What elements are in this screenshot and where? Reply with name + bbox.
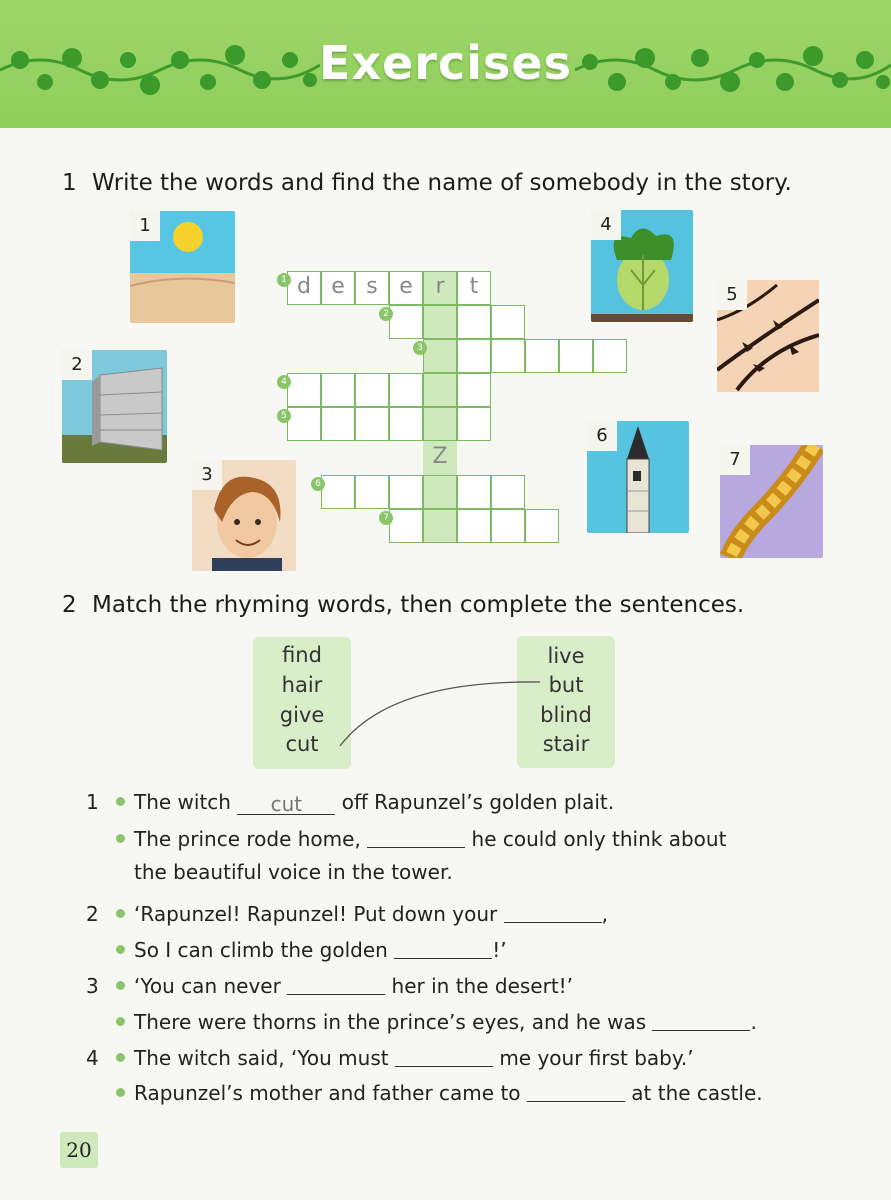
clue-number: 7: [379, 511, 393, 525]
left-word[interactable]: find: [282, 643, 322, 667]
crossword-cell[interactable]: [593, 339, 627, 373]
crossword-cell[interactable]: [457, 305, 491, 339]
crossword-cell[interactable]: [457, 339, 491, 373]
bullet-icon: [116, 1017, 125, 1026]
sentence-text: he could only think about: [471, 827, 727, 851]
crossword-cell[interactable]: [491, 475, 525, 509]
crossword-cell[interactable]: [321, 407, 355, 441]
match-line: [330, 670, 550, 760]
clue-number: 1: [277, 273, 291, 287]
sentence-line: [86, 860, 453, 884]
right-word[interactable]: live: [547, 644, 585, 668]
sentence-line: [86, 1008, 757, 1034]
sentence-text: The prince rode home,: [134, 827, 361, 851]
picture-5: [717, 280, 819, 392]
bullet-icon: [116, 1053, 125, 1062]
sentence-text: .: [750, 1010, 757, 1034]
page-title: Exercises: [319, 36, 572, 90]
vine-right-icon: [575, 30, 891, 110]
crossword-cell[interactable]: s: [355, 271, 389, 305]
exercise-1-number: 1: [62, 170, 77, 196]
right-word[interactable]: blind: [540, 703, 592, 727]
bullet-icon: [116, 909, 125, 918]
crossword-cell[interactable]: [457, 373, 491, 407]
clue-number: 2: [379, 307, 393, 321]
answer-blank[interactable]: [527, 1079, 625, 1102]
crossword-cell[interactable]: [389, 373, 423, 407]
sentence-number: 2: [86, 902, 99, 926]
crossword-cell[interactable]: [559, 339, 593, 373]
crossword-cell[interactable]: [389, 475, 423, 509]
bullet-icon: [116, 834, 125, 843]
crossword-cell[interactable]: [287, 373, 321, 407]
sentence-number: 3: [86, 974, 99, 998]
exercise-2-instruction: Match the rhyming words, then complete the sentences.: [92, 592, 745, 618]
sentence-text: off Rapunzel’s golden plait.: [341, 790, 615, 814]
crossword-cell[interactable]: [457, 407, 491, 441]
sentence-line: [86, 825, 726, 851]
right-word[interactable]: stair: [542, 732, 590, 756]
left-word[interactable]: cut: [285, 732, 319, 756]
page-number: 20: [60, 1132, 98, 1168]
picture-label: 1: [130, 211, 160, 241]
crossword-cell[interactable]: e: [321, 271, 355, 305]
sentence-line: [86, 1044, 694, 1070]
crossword-cell[interactable]: [423, 305, 457, 339]
sentence-text: ,: [601, 902, 608, 926]
answer-blank[interactable]: [395, 1044, 493, 1067]
crossword-cell[interactable]: t: [457, 271, 491, 305]
sentence-text: So I can climb the golden: [134, 938, 388, 962]
sentence-text: Rapunzel’s mother and father came to: [134, 1081, 521, 1105]
sentence-text: The witch: [134, 790, 231, 814]
sentence-text: her in the desert!’: [391, 974, 574, 998]
crossword-cell[interactable]: [423, 339, 457, 373]
clue-number: 3: [413, 341, 427, 355]
sentence-number: 1: [86, 790, 99, 814]
sentence-text: ‘Rapunzel! Rapunzel! Put down your: [134, 902, 498, 926]
left-word[interactable]: give: [279, 703, 325, 727]
crossword-cell[interactable]: [491, 339, 525, 373]
crossword-cell[interactable]: [423, 407, 457, 441]
sentence-text: There were thorns in the prince’s eyes, and he was: [134, 1010, 647, 1034]
crossword-cell[interactable]: [423, 509, 457, 543]
bullet-icon: [116, 945, 125, 954]
left-word[interactable]: hair: [281, 673, 323, 697]
crossword-cell[interactable]: Z: [423, 441, 457, 475]
sentence-line: [86, 936, 507, 962]
sentence-number: 4: [86, 1046, 99, 1070]
answer-blank[interactable]: [287, 972, 385, 995]
crossword-cell[interactable]: [457, 509, 491, 543]
picture-3: [192, 460, 296, 571]
picture-label: 2: [62, 350, 92, 380]
picture-label: 7: [720, 445, 750, 475]
clue-number: 4: [277, 375, 291, 389]
crossword-cell[interactable]: [389, 407, 423, 441]
answer-blank[interactable]: [652, 1008, 750, 1031]
crossword-cell[interactable]: e: [389, 271, 423, 305]
picture-label: 4: [591, 210, 621, 240]
answer-blank[interactable]: cut: [237, 792, 335, 815]
sentence-line: [86, 790, 614, 815]
picture-label: 5: [717, 280, 747, 310]
bullet-icon: [116, 981, 125, 990]
crossword-cell[interactable]: [355, 407, 389, 441]
picture-4: [591, 210, 693, 322]
exercise-1-instruction: Write the words and find the name of somebody in the story.: [92, 170, 792, 196]
crossword-cell[interactable]: [287, 407, 321, 441]
clue-number: 6: [311, 477, 325, 491]
bullet-icon: [116, 797, 125, 806]
crossword-cell[interactable]: [525, 339, 559, 373]
sentence-text: The witch said, ‘You must: [134, 1046, 389, 1070]
crossword-cell[interactable]: [355, 475, 389, 509]
sentence-text: !’: [492, 938, 507, 962]
crossword-cell[interactable]: [389, 305, 423, 339]
header-banner: [0, 0, 891, 128]
right-word[interactable]: but: [548, 673, 584, 697]
crossword-cell[interactable]: [389, 509, 423, 543]
crossword-cell[interactable]: [321, 373, 355, 407]
exercise-1-heading: [62, 170, 792, 196]
crossword-cell[interactable]: [321, 475, 355, 509]
crossword-cell[interactable]: [457, 475, 491, 509]
sentence-text: the beautiful voice in the tower.: [134, 860, 453, 884]
sentence-line: [86, 972, 573, 998]
answer-blank[interactable]: [367, 825, 465, 848]
crossword-cell[interactable]: [491, 509, 525, 543]
sentence-text: at the castle.: [631, 1081, 763, 1105]
crossword-cell[interactable]: d: [287, 271, 321, 305]
crossword-cell[interactable]: [423, 475, 457, 509]
crossword-cell[interactable]: [491, 305, 525, 339]
clue-number: 5: [277, 409, 291, 423]
picture-2: [62, 350, 167, 463]
picture-1: [130, 211, 235, 323]
picture-label: 6: [587, 421, 617, 451]
answer-blank[interactable]: [504, 900, 602, 923]
picture-6: [587, 421, 689, 533]
crossword-cell[interactable]: [423, 373, 457, 407]
picture-7: [720, 445, 823, 558]
sentence-text: me your first baby.’: [499, 1046, 694, 1070]
crossword-cell[interactable]: [355, 373, 389, 407]
bullet-icon: [116, 1088, 125, 1097]
sentence-line: [86, 1079, 763, 1105]
sentence-line: [86, 900, 608, 926]
picture-label: 3: [192, 460, 222, 490]
sentence-text: ‘You can never: [134, 974, 281, 998]
answer-blank[interactable]: [394, 936, 492, 959]
crossword-cell[interactable]: [525, 509, 559, 543]
exercise-2-heading: [62, 592, 744, 618]
exercise-2-number: 2: [62, 592, 77, 618]
crossword-cell[interactable]: r: [423, 271, 457, 305]
